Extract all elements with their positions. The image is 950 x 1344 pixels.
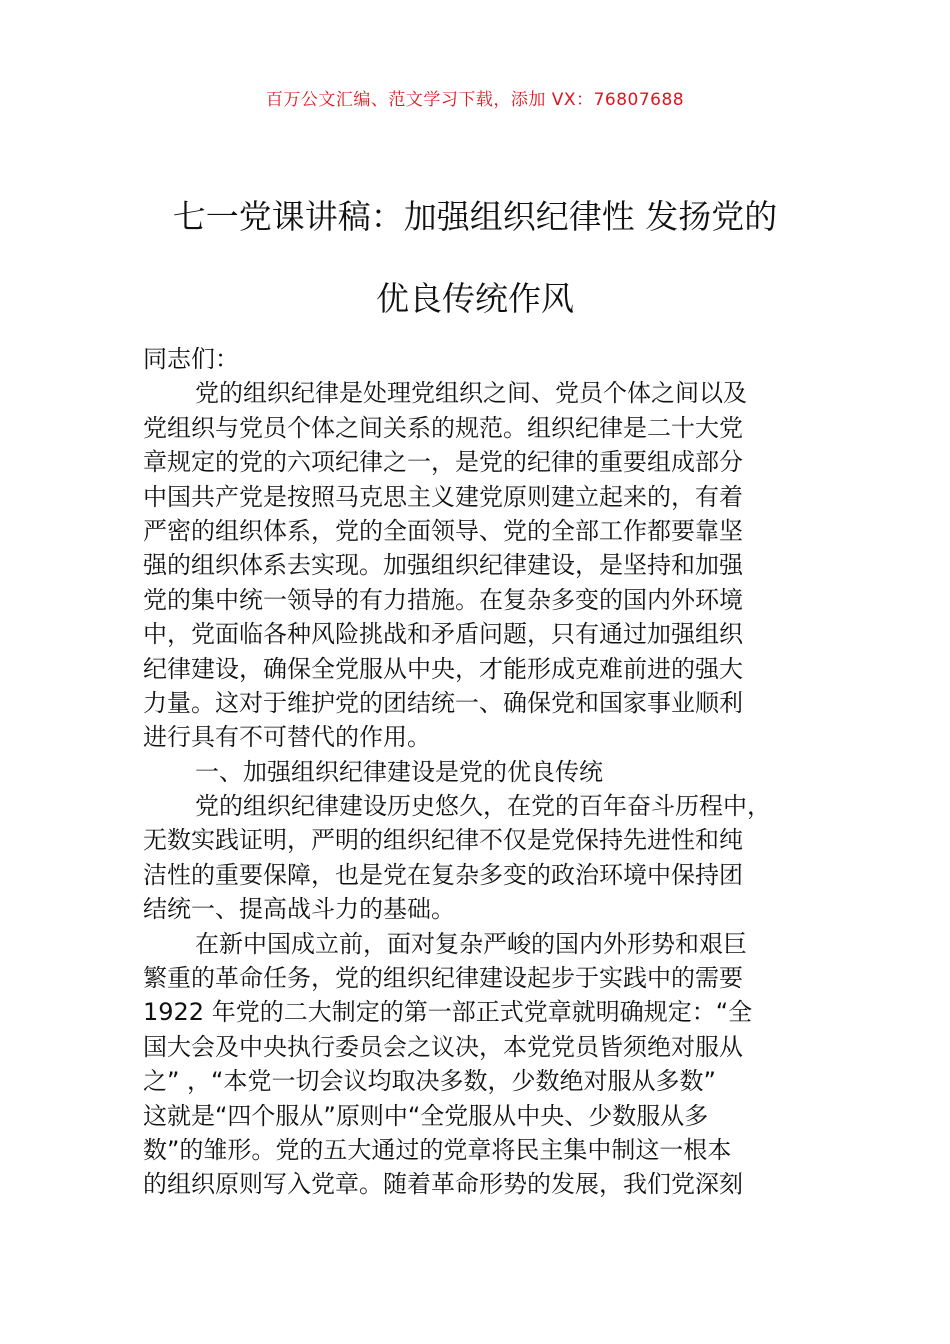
text-line: 的组织原则写入党章。随着革命形势的发展，我们党深刻 [143,1170,743,1199]
text-line: 国大会及中央执行委员会之议决，本党党员皆须绝对服从 [143,1032,743,1061]
text-line: 无数实践证明，严明的组织纪律不仅是党保持先进性和纯 [143,826,743,855]
document-title [0,176,950,340]
text-line: 党的组织纪律是处理党组织之间、党员个体之间以及 [195,379,747,408]
text-line: 中国共产党是按照马克思主义建党原则建立起来的，有着 [143,482,743,511]
text-line: 之” ，“本党一切会议均取决多数，少数绝对服从多数” [143,1067,716,1096]
text-line: 中，党面临各种风险挑战和矛盾问题，只有通过加强组织 [143,620,743,649]
title-line-1: 七一党课讲稿：加强组织纪律性 发扬党的 [172,197,778,236]
text-line: 1922 年党的二大制定的第一部正式党章就明确规定：“全 [143,998,753,1027]
text-line: 结统一、提高战斗力的基础。 [143,895,455,924]
text-line: 党的集中统一领导的有力措施。在复杂多变的国内外环境 [143,585,743,614]
document-body [143,342,807,1202]
text-line: 在新中国成立前，面对复杂严峻的国内外形势和艰巨 [195,929,747,958]
text-line: 数”的雏形。党的五大通过的党章将民主集中制这一根本 [143,1135,732,1164]
text-line: 章规定的党的六项纪律之一，是党的纪律的重要组成部分 [143,448,743,477]
text-line: 强的组织体系去实现。加强组织纪律建设，是坚持和加强 [143,551,743,580]
text-line: 这就是“四个服从”原则中“全党服从中央、少数服从多 [143,1101,709,1130]
title-line-2: 优良传统作风 [376,279,574,318]
text-line: 党的组织纪律建设历史悠久，在党的百年奋斗历程中， [195,792,771,821]
salutation: 同志们： [143,345,239,373]
text-line: 进行具有不可替代的作用。 [143,723,431,752]
text-line: 繁重的革命任务，党的组织纪律建设起步于实践中的需要 [143,964,743,993]
watermark-header: 百万公文汇编、范文学习下载，添加 VX：76807688 [265,90,685,110]
section-heading: 一、加强组织纪律建设是党的优良传统 [195,757,603,786]
text-line: 严密的组织体系，党的全面领导、党的全部工作都要靠坚 [143,516,743,545]
text-line: 力量。这对于维护党的团结统一、确保党和国家事业顺利 [143,688,743,717]
text-line: 党组织与党员个体之间关系的规范。组织纪律是二十大党 [143,413,743,442]
text-line: 纪律建设，确保全党服从中央，才能形成克难前进的强大 [143,654,743,683]
text-line: 洁性的重要保障，也是党在复杂多变的政治环境中保持团 [143,860,743,889]
